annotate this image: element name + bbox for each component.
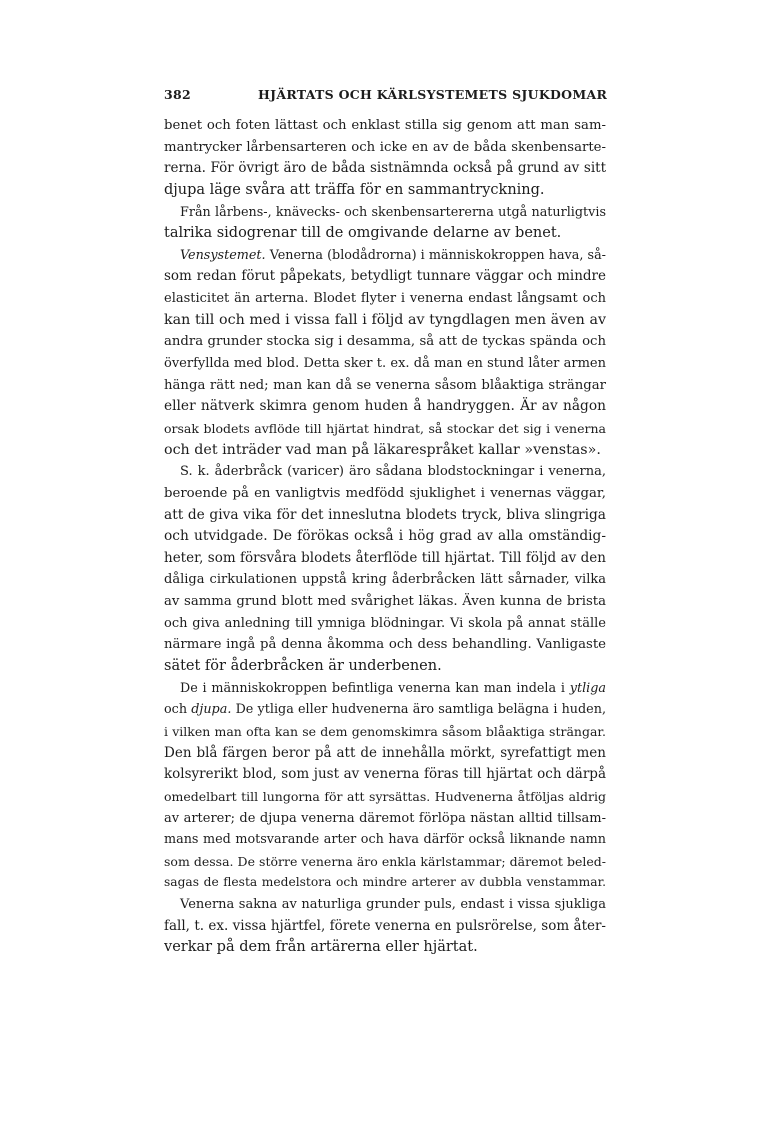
- text-line: djupa läge svåra att träffa för en sammantryckning.: [164, 181, 545, 198]
- text-line: verkar på dem från artärerna eller hjärtat.: [164, 939, 478, 956]
- text-line: beroende på en vanligtvis medfödd sjuklighet i venernas väggar,: [164, 485, 606, 501]
- text-line: omedelbart till lungorna för att syrsättas. Hudvenerna åtföljas aldrig: [164, 788, 606, 804]
- running-title: HJÄRTATS OCH KÄRLSYSTEMETS SJUKDOMAR: [258, 87, 608, 102]
- text-line: De i människokroppen befintliga venerna kan man indela i ytliga: [180, 680, 606, 696]
- section-lead: Vensystemet.: [180, 247, 266, 263]
- body-text: [164, 115, 606, 959]
- text-line: och djupa. De ytliga eller hudvenerna äro samtliga belägna i huden,: [164, 702, 606, 718]
- text-line: sagas de flesta medelstora och mindre arterer av dubbla venstammar.: [164, 875, 606, 890]
- text-line: dåliga cirkulationen uppstå kring åderbråcken lätt sårnader, vilka: [164, 572, 606, 588]
- text-line: överfyllda med blod. Detta sker t. ex. då man en stund låter armen: [164, 356, 606, 372]
- text-line: och utvidgade. De förökas också i hög grad av alla omständig-: [164, 528, 606, 545]
- text-line: mans med motsvarande arter och hava därför också liknande namn: [164, 832, 606, 848]
- text-line: av samma grund blott med svårighet läkas. Även kunna de brista: [164, 594, 606, 610]
- text-line: att de giva vika för det inneslutna blodets tryck, bliva slingriga: [164, 506, 606, 523]
- emphasis-ytliga: ytliga: [569, 680, 606, 696]
- text-line: i vilken man ofta kan se dem genomskimra såsom blåaktiga strängar.: [164, 723, 606, 739]
- text-line: fall, t. ex. vissa hjärtfel, förete venerna en pulsrörelse, som åter-: [164, 917, 606, 934]
- text-line: närmare ingå på denna åkomma och dess behandling. Vanligaste: [164, 637, 606, 653]
- text-line: kan till och med i vissa fall i följd av tyngdlagen men även av: [164, 311, 606, 328]
- text-line: och giva anledning till ymniga blödningar. Vi skola på annat ställe: [164, 615, 606, 631]
- text-line: andra grunder stocka sig i desamma, så att de tyckas spända och: [164, 334, 606, 350]
- text-line: benet och foten lättast och enklast stilla sig genom att man sam-: [164, 118, 606, 133]
- text-line: av arterer; de djupa venerna däremot förlöpa nästan alltid tillsam-: [164, 810, 606, 826]
- text-line: Vensystemet. Venerna (blodådrorna) i människokroppen hava, så-: [180, 247, 606, 263]
- text-line: och det inträder vad man på läkarespråket kallar »venstas».: [164, 441, 601, 458]
- emphasis-djupa: djupa.: [191, 702, 232, 718]
- text-line: kolsyrerikt blod, som just av venerna föras till hjärtat och därpå: [164, 766, 606, 783]
- text-line: som redan förut påpekats, betydligt tunnare väggar och mindre: [164, 268, 606, 285]
- text-line: Från lårbens-, knävecks- och skenbensartererna utgå naturligtvis: [180, 204, 606, 220]
- text-line: elasticitet än arterna. Blodet flyter i venerna endast långsamt och: [164, 291, 606, 307]
- text-line: eller nätverk skimra genom huden å handryggen. Är av någon: [164, 398, 606, 415]
- text-line: orsak blodets avflöde till hjärtat hindrat, så stockar det sig i venerna: [164, 420, 606, 436]
- text-line: Den blå färgen beror på att de innehålla mörkt, syrefattigt men: [164, 744, 606, 761]
- text-line: som dessa. De större venerna äro enkla kärlstammar; däremot beled-: [164, 853, 606, 869]
- page-number: 382: [164, 87, 191, 102]
- text-line: rerna. För övrigt äro de båda sistnämnda också på grund av sitt: [164, 160, 606, 177]
- text-line: S. k. åderbråck (varicer) äro sådana blodstockningar i venerna,: [180, 464, 606, 480]
- text-line: hänga rätt ned; man kan då se venerna såsom blåaktiga strängar: [164, 377, 606, 393]
- text-line: Venerna sakna av naturliga grunder puls, endast i vissa sjukliga: [180, 897, 606, 913]
- text-line: mantrycker lårbensarteren och icke en av de båda skenbensarte-: [164, 139, 606, 155]
- text-line: sätet för åderbråcken är underbenen.: [164, 658, 442, 675]
- text-line: talrika sidogrenar till de omgivande delarne av benet.: [164, 225, 562, 242]
- text-line: heter, som försvåra blodets återflöde till hjärtat. Till följd av den: [164, 549, 606, 566]
